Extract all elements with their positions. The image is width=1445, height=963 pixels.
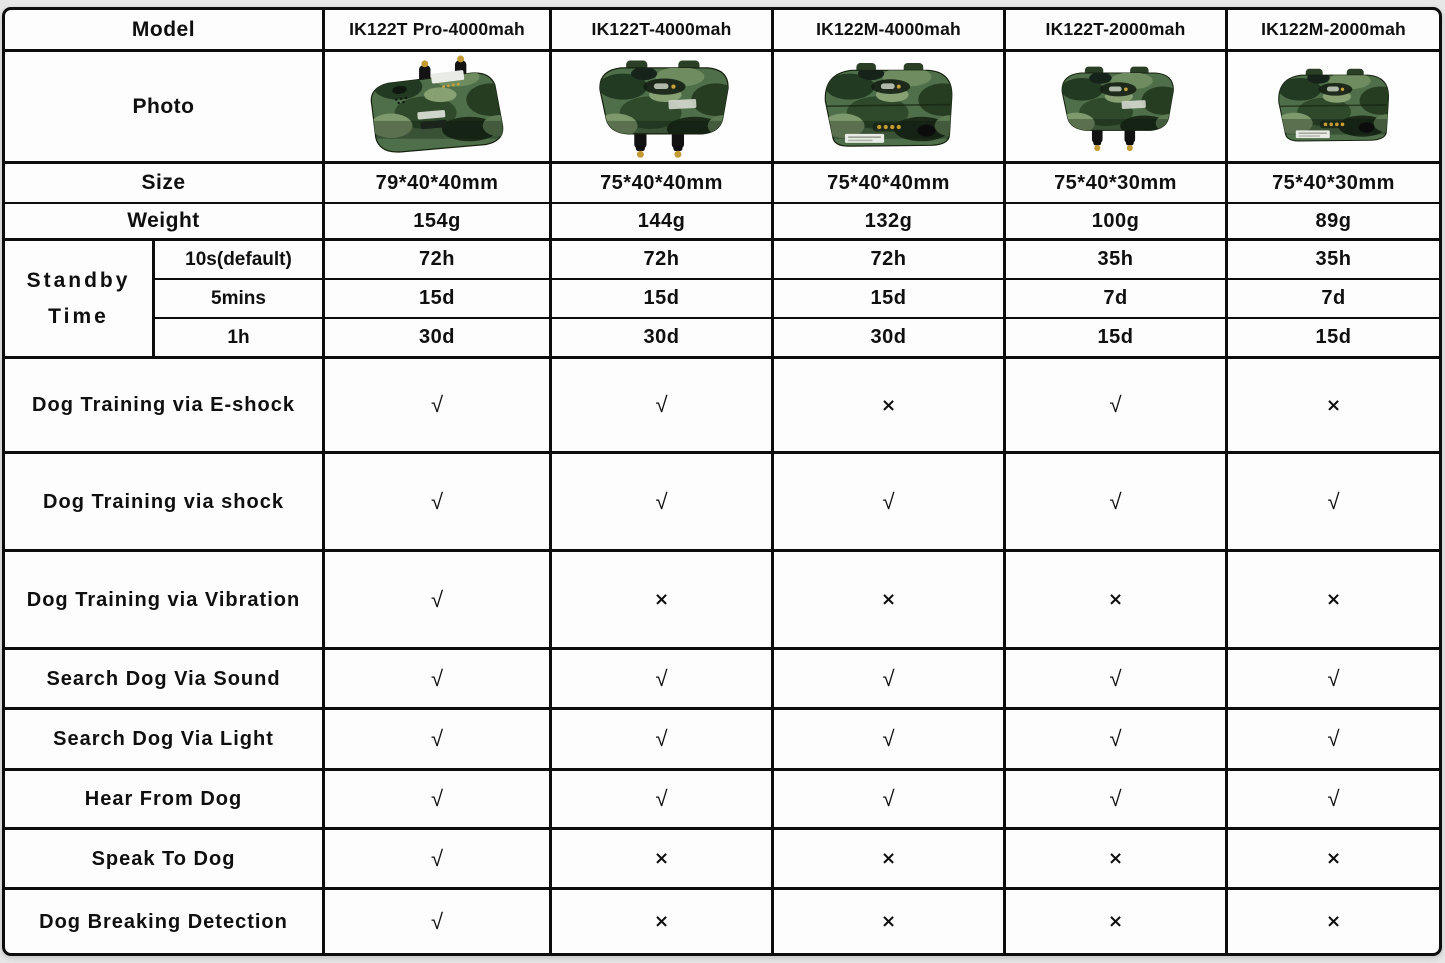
standby-row-10s — [155, 241, 1439, 280]
weight-value-col1: 154g — [325, 204, 552, 238]
feature-label: Speak To Dog — [5, 830, 325, 887]
photo-row-label: Photo — [5, 52, 325, 161]
comparison-table — [2, 7, 1442, 956]
feature-label: Dog Training via Vibration — [5, 552, 325, 647]
weight-value-col2: 144g — [552, 204, 774, 238]
feature-label: Search Dog Via Light — [5, 710, 325, 768]
feature-label: Dog Training via E-shock — [5, 359, 325, 451]
feature-mark: √ — [1327, 665, 1340, 691]
feature-mark: √ — [1006, 454, 1228, 549]
feature-label: Dog Training via shock — [5, 454, 325, 549]
standby-value: 15d — [552, 280, 774, 317]
size-value-col4: 75*40*30mm — [1006, 164, 1228, 202]
feature-mark: √ — [552, 650, 774, 707]
standby-time-label: Standby Time — [5, 241, 155, 356]
feature-row-search-light — [5, 710, 1439, 771]
feature-mark: √ — [325, 710, 552, 768]
weight-value-col4: 100g — [1006, 204, 1228, 238]
feature-mark: × — [552, 890, 774, 953]
feature-mark: √ — [552, 771, 774, 827]
weight-value-col5: 89g — [1315, 209, 1352, 232]
model-row-label: Model — [5, 10, 325, 49]
standby-value: 35h — [1315, 248, 1352, 270]
feature-mark: √ — [774, 650, 1006, 707]
feature-label: Dog Breaking Detection — [5, 890, 325, 953]
product-photo-col3 — [774, 52, 1006, 161]
feature-mark: √ — [552, 454, 774, 549]
standby-value: 72h — [774, 241, 1006, 278]
feature-mark: √ — [325, 830, 552, 887]
feature-mark: √ — [1006, 359, 1228, 451]
feature-mark: × — [1006, 552, 1228, 647]
feature-label: Search Dog Via Sound — [5, 650, 325, 707]
feature-mark: × — [552, 552, 774, 647]
feature-mark: × — [774, 890, 1006, 953]
feature-mark: √ — [1327, 488, 1340, 514]
feature-mark: √ — [325, 650, 552, 707]
model-name-col4: IK122T-2000mah — [1006, 10, 1228, 49]
size-value-col2: 75*40*40mm — [552, 164, 774, 202]
feature-row-shock — [5, 454, 1439, 552]
feature-mark: √ — [325, 552, 552, 647]
size-value-col5: 75*40*30mm — [1272, 171, 1395, 194]
model-name-col5: IK122M-2000mah — [1261, 19, 1406, 39]
standby-value: 15d — [1315, 326, 1352, 348]
model-name-col3: IK122M-4000mah — [774, 10, 1006, 49]
feature-mark: √ — [1006, 771, 1228, 827]
standby-interval-label: 10s(default) — [155, 241, 325, 278]
standby-time-section — [5, 241, 1439, 359]
product-photo-col1 — [325, 52, 552, 161]
standby-row-1h — [155, 319, 1439, 356]
weight-row — [5, 204, 1439, 241]
standby-value: 30d — [774, 319, 1006, 356]
standby-value: 15d — [774, 280, 1006, 317]
feature-mark: √ — [325, 359, 552, 451]
size-row-label: Size — [5, 164, 325, 202]
feature-mark: × — [774, 359, 1006, 451]
photo-row — [5, 52, 1439, 164]
standby-row-5mins — [155, 280, 1439, 319]
feature-row-hear-from-dog — [5, 771, 1439, 830]
product-photo-col2 — [552, 52, 774, 161]
feature-mark: × — [1325, 911, 1342, 932]
feature-mark: √ — [774, 771, 1006, 827]
standby-value: 35h — [1006, 241, 1228, 278]
feature-mark: √ — [552, 710, 774, 768]
feature-mark: × — [1006, 890, 1228, 953]
weight-row-label: Weight — [5, 204, 325, 238]
feature-row-speak-to-dog — [5, 830, 1439, 890]
model-row — [5, 10, 1439, 52]
feature-mark: √ — [325, 890, 552, 953]
weight-value-col3: 132g — [774, 204, 1006, 238]
feature-mark: √ — [552, 359, 774, 451]
feature-row-breaking-detection — [5, 890, 1439, 953]
feature-mark: √ — [774, 454, 1006, 549]
standby-value: 72h — [325, 241, 552, 278]
size-row — [5, 164, 1439, 204]
size-value-col3: 75*40*40mm — [774, 164, 1006, 202]
standby-value: 7d — [1321, 287, 1346, 309]
feature-mark: × — [774, 830, 1006, 887]
feature-row-vibration — [5, 552, 1439, 650]
standby-value: 30d — [552, 319, 774, 356]
standby-value: 15d — [325, 280, 552, 317]
feature-label: Hear From Dog — [5, 771, 325, 827]
feature-mark: × — [552, 830, 774, 887]
feature-mark: × — [1006, 830, 1228, 887]
size-value-col1: 79*40*40mm — [325, 164, 552, 202]
standby-value: 15d — [1006, 319, 1228, 356]
feature-mark: √ — [1006, 710, 1228, 768]
product-photo-col4 — [1006, 52, 1228, 161]
standby-value: 7d — [1006, 280, 1228, 317]
feature-mark: √ — [1327, 786, 1340, 811]
model-name-col1: IK122T Pro-4000mah — [325, 10, 552, 49]
standby-interval-label: 1h — [155, 319, 325, 356]
feature-mark: × — [774, 552, 1006, 647]
standby-interval-label: 5mins — [155, 280, 325, 317]
product-photo-col5 — [1228, 52, 1439, 161]
feature-row-search-sound — [5, 650, 1439, 710]
feature-mark: √ — [325, 771, 552, 827]
feature-mark: √ — [1327, 726, 1340, 751]
standby-value: 72h — [552, 241, 774, 278]
feature-mark: √ — [325, 454, 552, 549]
feature-mark: × — [1325, 848, 1342, 869]
feature-row-e-shock — [5, 359, 1439, 454]
model-name-col2: IK122T-4000mah — [552, 10, 774, 49]
feature-mark: √ — [1006, 650, 1228, 707]
feature-mark: × — [1325, 394, 1342, 416]
standby-value: 30d — [325, 319, 552, 356]
feature-mark: √ — [774, 710, 1006, 768]
feature-mark: × — [1325, 589, 1342, 610]
